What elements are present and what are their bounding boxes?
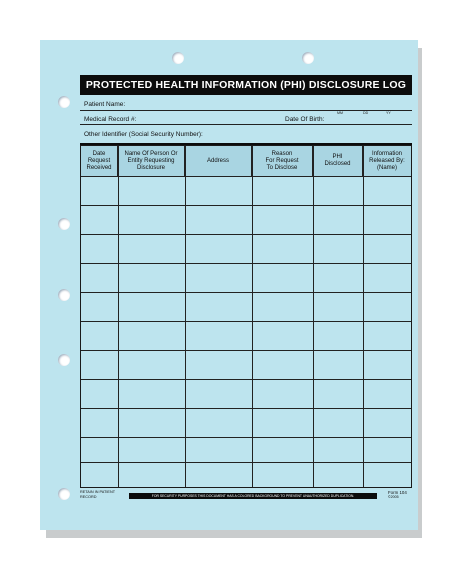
table-row[interactable] bbox=[81, 462, 411, 463]
table-row[interactable] bbox=[81, 234, 411, 235]
table-row[interactable] bbox=[81, 263, 411, 264]
punch-hole-top-left bbox=[172, 52, 184, 64]
patient-name-label: Patient Name: bbox=[84, 101, 126, 108]
punch-hole-top-right bbox=[302, 52, 314, 64]
form-title: PROTECTED HEALTH INFORMATION (PHI) DISCLOSURE LOG bbox=[80, 75, 412, 95]
dob-dd-label: DD bbox=[363, 111, 369, 115]
punch-hole-left-4 bbox=[58, 354, 70, 366]
form-number-label: Form 104 bbox=[388, 490, 407, 495]
punch-hole-left-2 bbox=[58, 218, 70, 230]
patient-name-field[interactable] bbox=[80, 98, 412, 111]
medical-record-label: Medical Record #: bbox=[84, 116, 137, 123]
header-name-of-person: Name Of Person Or Entity Requesting Disclosure bbox=[118, 146, 185, 176]
table-row[interactable] bbox=[81, 379, 411, 380]
disclosure-log-table bbox=[80, 145, 412, 488]
table-row[interactable] bbox=[81, 321, 411, 322]
column-divider bbox=[81, 146, 364, 487]
header-date-request-received: Date Request Received bbox=[81, 146, 118, 176]
date-of-birth-label: Date Of Birth: bbox=[285, 116, 325, 123]
table-row[interactable] bbox=[81, 292, 411, 293]
punch-hole-left-5 bbox=[58, 488, 70, 500]
form-code: ©2005 bbox=[388, 495, 399, 499]
header-phi-disclosed: PHI Disclosed bbox=[313, 146, 363, 176]
dob-mm-label: MM bbox=[337, 111, 343, 115]
table-row[interactable] bbox=[81, 350, 411, 351]
retain-note: RETAIN IN PATIENT RECORD bbox=[80, 490, 116, 499]
dob-yy-label: YY bbox=[386, 111, 391, 115]
other-identifier-label: Other Identifier (Social Security Number): bbox=[84, 131, 203, 138]
table-row[interactable] bbox=[81, 408, 411, 409]
other-identifier-field[interactable] bbox=[80, 127, 412, 142]
header-information-released-by: Information Released By: (Name) bbox=[363, 146, 411, 176]
header-reason-for-request: Reason For Request To Disclose bbox=[252, 146, 313, 176]
punch-hole-left-1 bbox=[58, 96, 70, 108]
form-number bbox=[388, 490, 407, 500]
table-row[interactable] bbox=[81, 205, 411, 206]
security-notice: FOR SECURITY PURPOSES THIS DOCUMENT HAS A COLORED BACKGROUND TO PREVENT UNAUTHORIZED DUPLICATION. bbox=[129, 493, 377, 499]
punch-hole-left-3 bbox=[58, 289, 70, 301]
header-address: Address bbox=[185, 146, 252, 176]
table-row[interactable] bbox=[81, 437, 411, 438]
